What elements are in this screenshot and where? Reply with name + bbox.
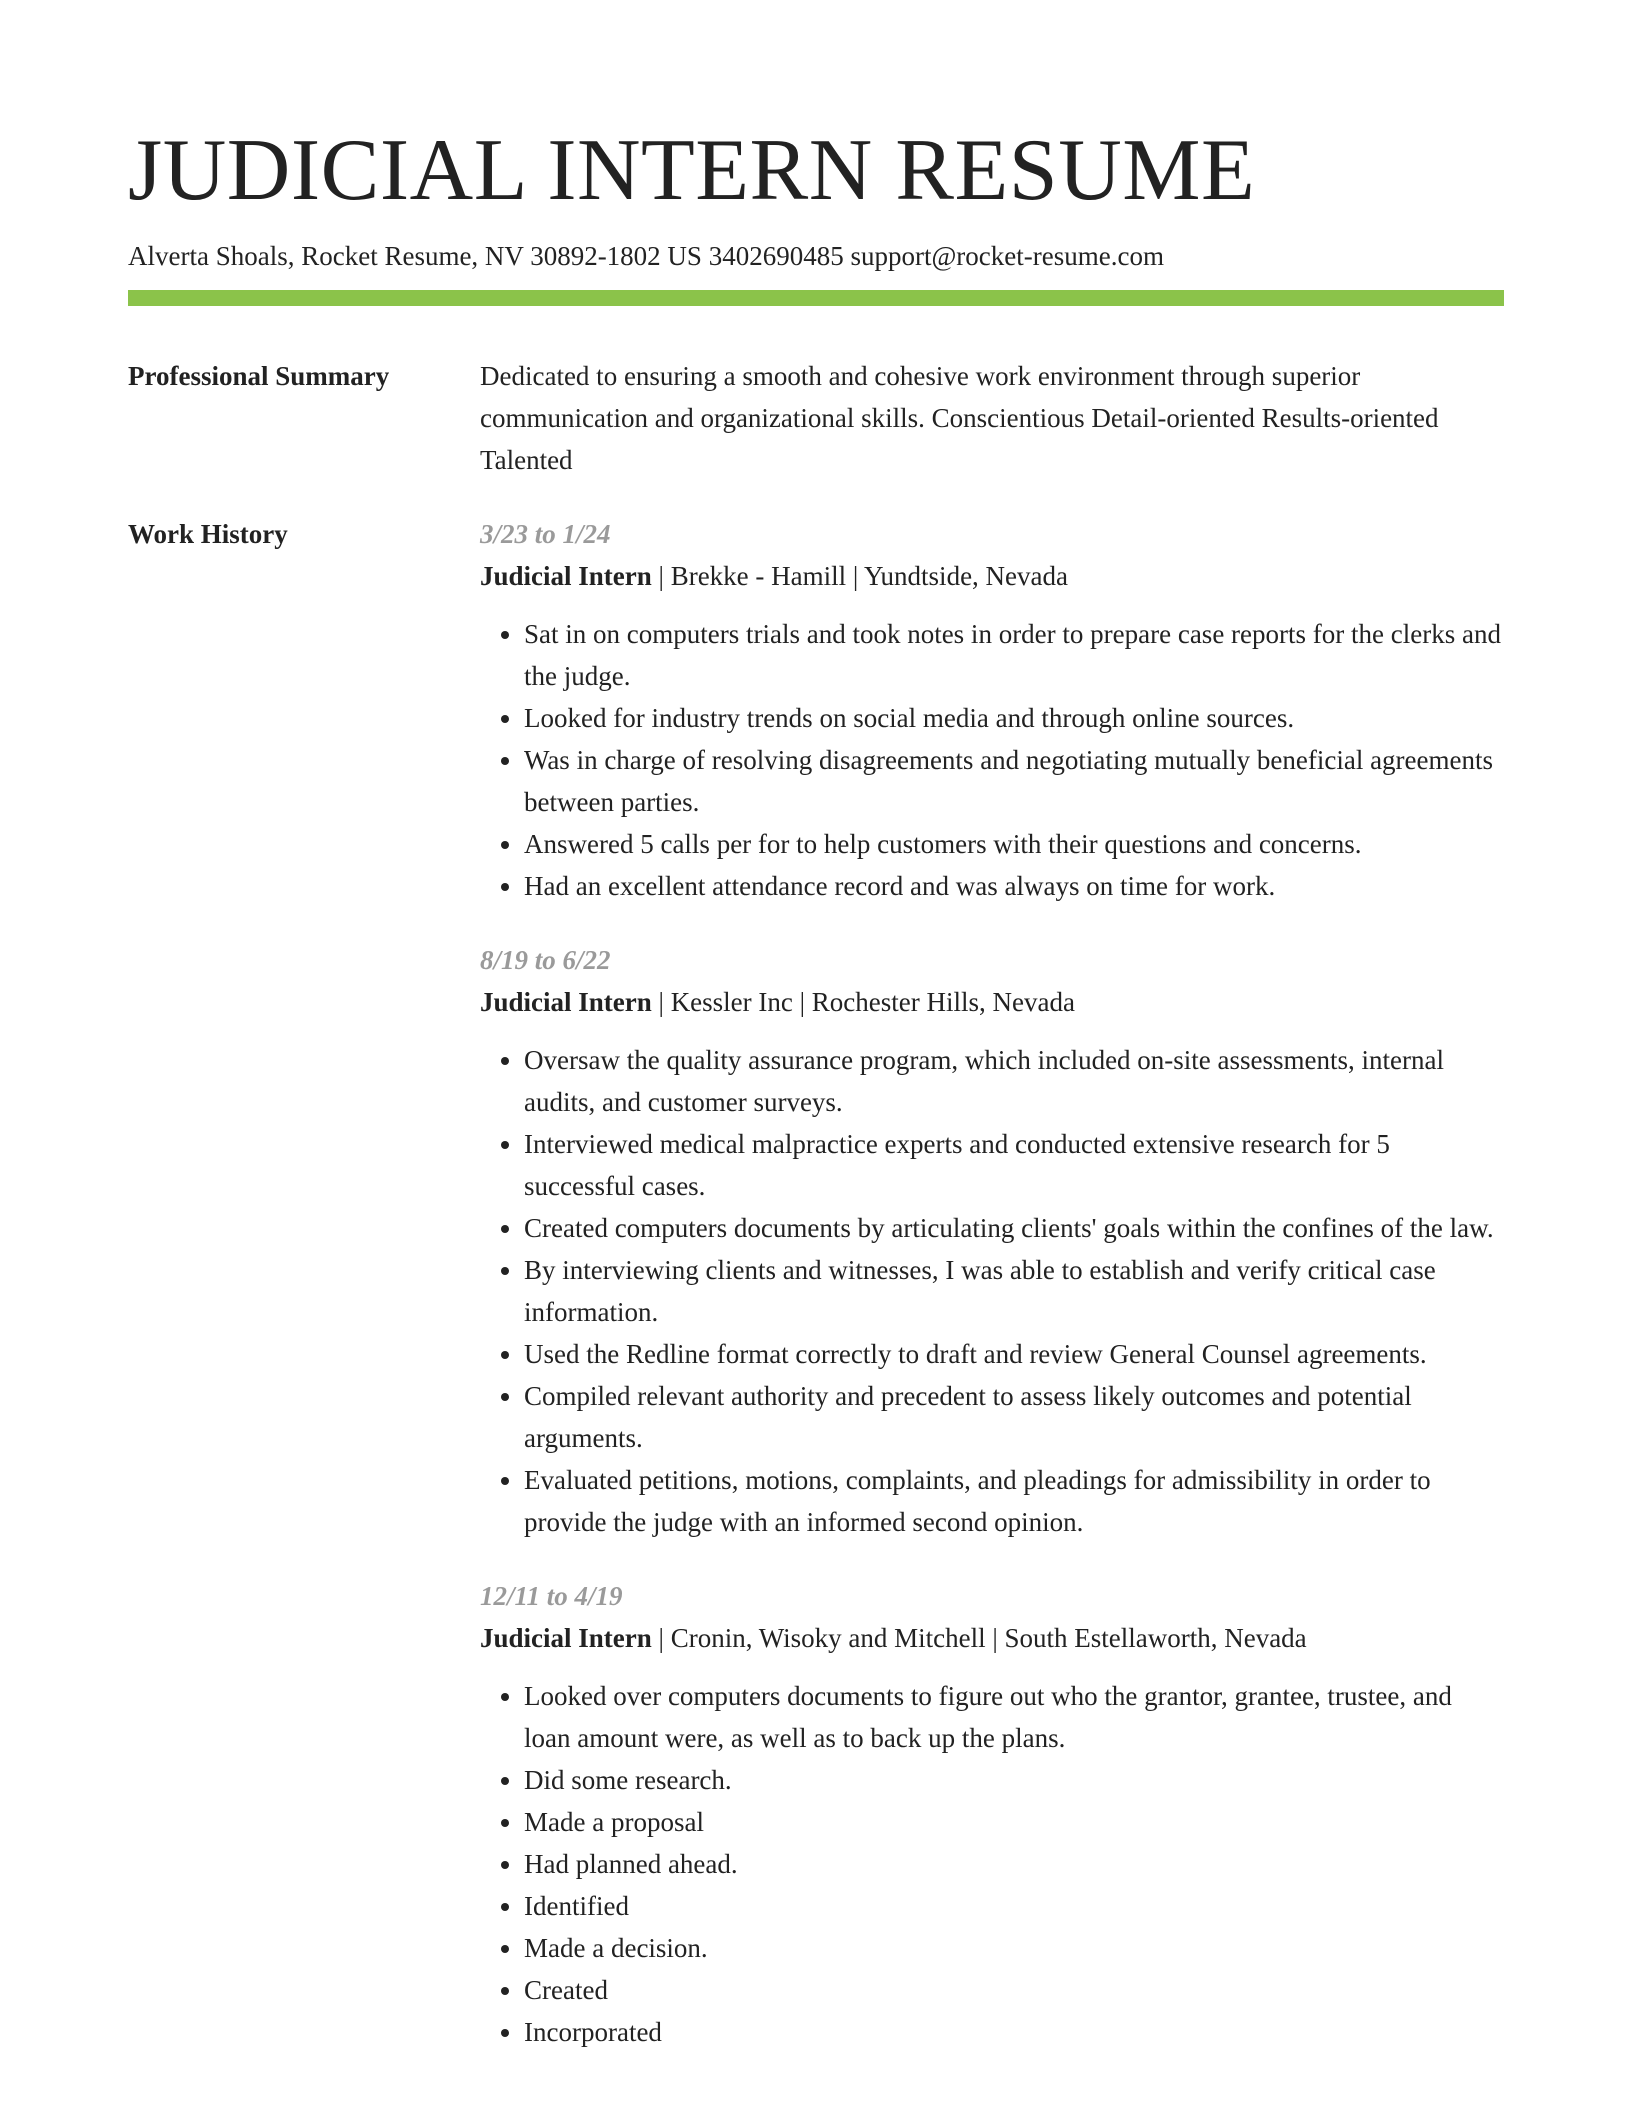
job-bullet: • Created	[524, 1969, 1504, 2011]
job-bullet: • Oversaw the quality assurance program, which included on-site assessments, internal audits, and customer surveys.	[524, 1039, 1504, 1123]
job-bullet: • Used the Redline format correctly to draft and review General Counsel agreements.	[524, 1333, 1504, 1375]
job-dates: 3/23 to 1/24	[480, 519, 611, 549]
job-bullet: • Answered 5 calls per for to help customers with their questions and concerns.	[524, 823, 1504, 865]
job-company: Kessler Inc	[670, 987, 793, 1017]
job-bullet: • Looked for industry trends on social media and through online sources.	[524, 697, 1504, 739]
job-dates: 12/11 to 4/19	[480, 1581, 623, 1611]
summary-text: Dedicated to ensuring a smooth and cohesive work environment through superior communication and organizational skills. Conscientious Detail-oriented Results-oriented Talented	[480, 361, 1439, 475]
section-label-work-history: Work History	[128, 519, 288, 549]
job-bullet: • Created computers documents by articulating clients' goals within the confines of the law.	[524, 1207, 1504, 1249]
job-bullet: • By interviewing clients and witnesses, I was able to establish and verify critical case information.	[524, 1249, 1504, 1333]
job-separator: |	[985, 1623, 1005, 1653]
contact-line: Alverta Shoals, Rocket Resume, NV 30892-1802 US 3402690485 support@rocket-resume.com	[128, 241, 1164, 271]
professional-summary-section	[128, 355, 1504, 481]
work-history-body	[480, 513, 1504, 2085]
job-title: Judicial Intern	[480, 1623, 652, 1653]
job-entry	[480, 1575, 1504, 2053]
job-bullet: • Identified	[524, 1885, 1504, 1927]
resume-title: JUDICIAL INTERN RESUME	[128, 122, 1256, 219]
job-bullet: • Was in charge of resolving disagreements and negotiating mutually beneficial agreements between parties.	[524, 739, 1504, 823]
job-bullet-list	[480, 1039, 1504, 1543]
header-divider	[128, 290, 1504, 306]
job-bullet: • Had planned ahead.	[524, 1843, 1504, 1885]
job-separator: |	[651, 1623, 671, 1653]
job-entry	[480, 513, 1504, 907]
job-header	[480, 981, 1504, 1023]
job-header	[480, 555, 1504, 597]
job-bullet: • Made a proposal	[524, 1801, 1504, 1843]
job-bullet-list	[480, 1675, 1504, 2053]
job-bullet: • Made a decision.	[524, 1927, 1504, 1969]
job-bullet: • Did some research.	[524, 1759, 1504, 1801]
job-separator: |	[651, 561, 671, 591]
job-title: Judicial Intern	[480, 987, 652, 1017]
job-bullet: • Evaluated petitions, motions, complaints, and pleadings for admissibility in order to provide the judge with an informed second opinion.	[524, 1459, 1504, 1543]
job-bullet: • Had an excellent attendance record and was always on time for work.	[524, 865, 1504, 907]
job-bullet: • Sat in on computers trials and took notes in order to prepare case reports for the clerks and the judge.	[524, 613, 1504, 697]
job-bullet: • Looked over computers documents to figure out who the grantor, grantee, trustee, and loan amount were, as well as to back up the plans.	[524, 1675, 1504, 1759]
job-separator: |	[792, 987, 812, 1017]
job-location: Yundtside, Nevada	[864, 561, 1068, 591]
job-title: Judicial Intern	[480, 561, 652, 591]
job-bullet: • Incorporated	[524, 2011, 1504, 2053]
job-location: South Estellaworth, Nevada	[1004, 1623, 1307, 1653]
job-bullet: • Compiled relevant authority and precedent to assess likely outcomes and potential arguments.	[524, 1375, 1504, 1459]
job-header	[480, 1617, 1504, 1659]
job-entry	[480, 939, 1504, 1543]
job-separator: |	[651, 987, 671, 1017]
job-company: Brekke - Hamill	[670, 561, 847, 591]
job-bullet: • Interviewed medical malpractice experts and conducted extensive research for 5 successful cases.	[524, 1123, 1504, 1207]
job-location: Rochester Hills, Nevada	[811, 987, 1075, 1017]
job-separator: |	[846, 561, 865, 591]
job-company: Cronin, Wisoky and Mitchell	[670, 1623, 986, 1653]
job-bullet-list	[480, 613, 1504, 907]
job-dates: 8/19 to 6/22	[480, 945, 611, 975]
work-history-section	[128, 513, 1504, 2085]
summary-body	[480, 355, 1504, 481]
section-label-professional-summary: Professional Summary	[128, 361, 390, 391]
